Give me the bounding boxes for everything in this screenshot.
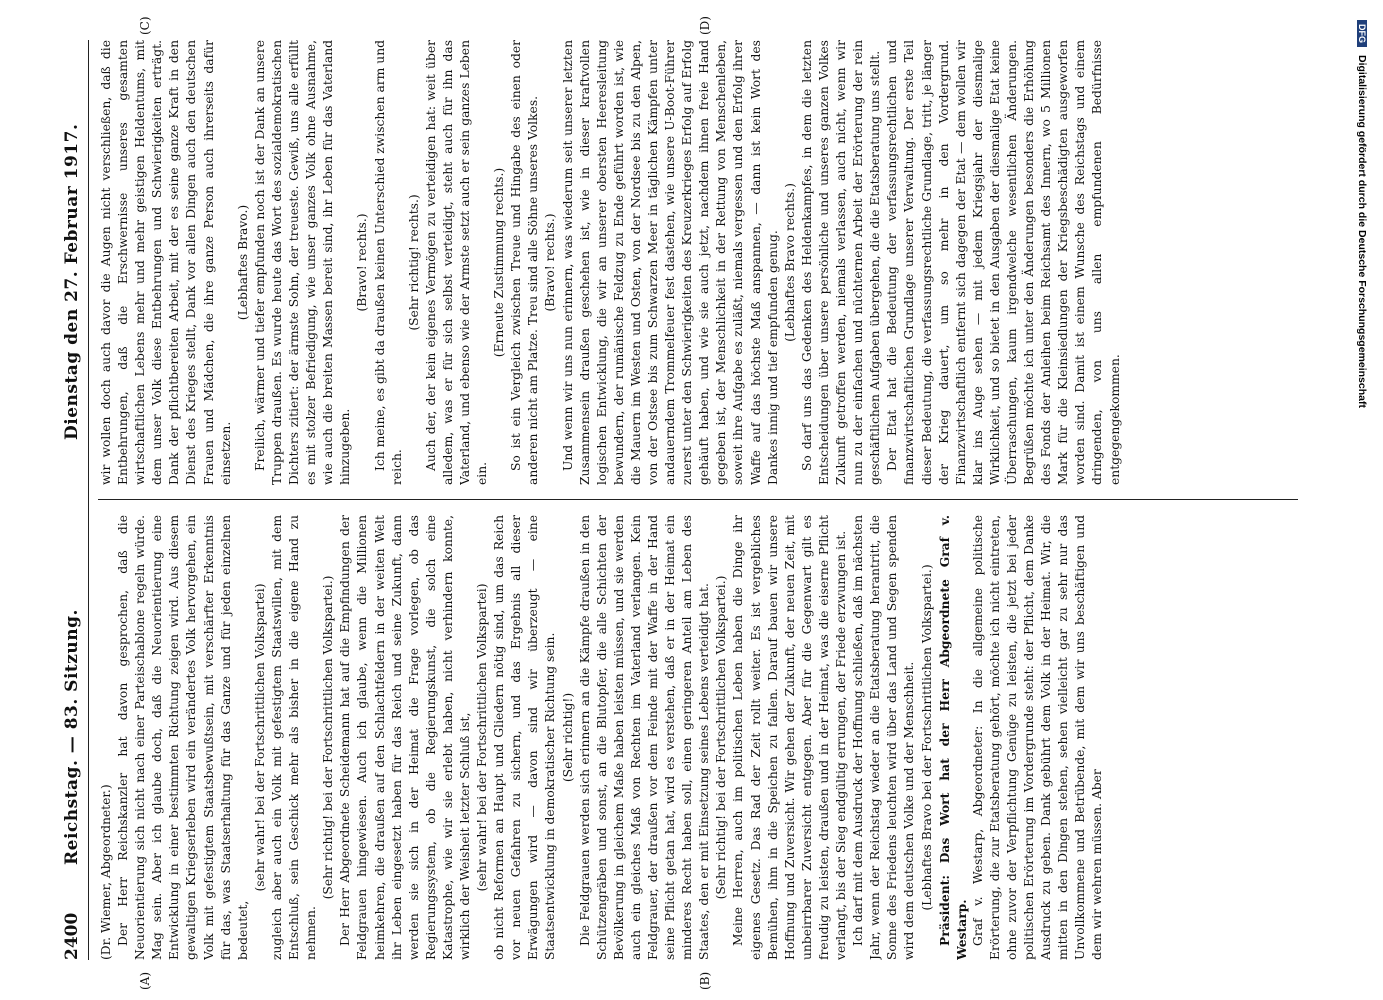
paragraph: Freilich, wärmer und tiefer empfunden noch ist der Dank an unsere Truppen draußen. Es wurde heute das Wort des sozialdemokratischen Dichters zitiert: der ärmste Sohn, der treueste. Gewiß, uns alle erfüllt es mit stolzer Befriedigung, wie unser ganzes Volk ohne Ausnahme, wie auch die breiten Massen bereit sind, ihr Leben für das Vaterland hinzugeben. [252,40,353,485]
document-page [58,16,1308,990]
interjection: (Bravo! rechts.) [543,213,558,312]
paragraph: Der Herr Reichskanzler hat davon gesprochen, daß die Neuorientierung sich nicht nach einer Parteischablone regeln würde. Mag sein. Aber ich glaube doch, daß die Neuorientierung eine Entwicklung in einer bestimmten Richtung zeigen wird. Aus diesem gewaltigen Kriegserleben wird ein verändertes Volk hervorgehen, ein Volk mit gefestigtem Staatsbewußtsein, mit verschärfter Erkenntnis für das, was Staatserhaltung für das Ganze und für jeden einzelnen bedeutet, [116,515,250,960]
paragraph: Der Etat hat die Bedeutung der verfassungsrechtlichen und finanzwirtschaftlichen Grundlage unserer Verwaltung. Der erste Teil dieser Bedeutung, die verfassungsrechtliche Grundlage, tritt, je länger der Krieg dauert, um so mehr in den Vordergrund. Finanzwirtschaftlich entfernt sich dagegen der Etat — dem wollen wir klar ins Auge sehen — mit jedem Kriegsjahr der diesmalige Wirklichkeit, und so bietet in den Ausgaben der diesmalige Etat keine Überraschungen, kaum irgendwelche wesentlichen Änderungen. Begrüßen möchte ich unter den Änderungen besonders die Erhöhung des Fonds der Anleihen beim Reichsamt des Innern, wo 5 Millionen Mark für die Kleinsiedlungen der Kriegsbeschädigten ausgeworfen worden sind. Damit ist einem Wunsche des Reichstags und einem dringenden, von uns allen empfundenen Bedürfnisse entgegengekommen. [885,40,1122,485]
header-rule [88,40,89,960]
right-column [98,40,1298,485]
paragraph: Auch der, der kein eigenes Vermögen zu verteidigen hat: weit über alledem, was er für sich selbst verteidigt, steht auch für ihn das Vaterland, und ebenso wie der Armste setzt auch er sein ganzes Leben ein. [423,40,490,485]
credit-text: Digitalisierung gefördert durch die Deutsche Forschungsgemeinschaft [1356,55,1368,408]
interjection: (Lebhaftes Bravo rechts.) [782,183,797,342]
margin-mark-a: (A) [138,971,152,990]
paragraph: zugleich aber auch ein Volk mit gefestigtem Staatswillen, mit dem Entschluß, sein Geschick mehr als bisher in die eigene Hand zu nehmen. [269,515,319,960]
president-statement: Präsident: Das Wort hat der Herr Abgeordnete Graf v. Westarp. [936,515,969,960]
column-divider [98,499,1298,500]
interjection: (Sehr richtig! rechts.) [406,194,421,331]
margin-mark-d: (D) [698,16,712,35]
interjection: (Bravo! rechts.) [355,213,370,312]
paragraph: So ist ein Vergleich zwischen Treue und Hingabe des einen oder anderen nicht am Platze. Treu sind alle Söhne unseres Volkes. [509,40,541,485]
interjection: (Sehr richtig! bei der Fortschrittlichen Volkspartei.) [321,575,336,900]
margin-mark-c: (C) [138,16,152,35]
header-session: Reichstag. — 83. Sitzung. [62,609,82,865]
header-date: Dienstag den 27. Februar 1917. [62,123,82,440]
paragraph: Die Feldgrauen werden sich erinnern an die Kämpfe draußen in den Schützengräben und sonst, an die Blutopfer, die alle Schichten der Bevölkerung in gleichem Maße haben leisten müssen, und sie werden auch ein gleiches Maß von Rechten im Vaterland verlangen. Kein Feldgrauer, der draußen vor dem Feinde mit der Waffe in der Hand seine Pflicht getan hat, wird es verstehen, daß er in der Heimat ein minderes Recht haben soll, einen geringeren Anteil am Leben des Staates, den er mit Einsetzung seines Lebens verteidigt hat. [577,515,712,960]
margin-mark-b: (B) [698,971,712,990]
interjection: (Erneute Zustimmung rechts.) [492,167,507,358]
page-number: 2400 [62,912,82,960]
paragraph: Meine Herren, auch im politischen Leben haben die Dinge ihr eigenes Gesetz. Das Rad der Zeit rollt weiter. Es ist vergebliches Bemühen, ihm in die Speichen zu fallen. Darauf bauen wir unsere Hoffnung und Zuversicht. Wir gehen der Zukunft, der neuen Zeit, mit unbeirrbarer Zuversicht entgegen. Aber für die Gegenwart gilt es freudig zu leisten, draußen und in der Heimat, was die eiserne Pflicht verlangt, bis der Sieg endgültig errungen, der Friede erzwungen ist. [731,515,849,960]
paragraph: Der Herr Abgeordnete Scheidemann hat auf die Empfindungen der Feldgrauen hingewiesen. Auch ich glaube, wenn die Millionen heimkehren, die draußen auf den Schlachtfeldern in der weiten Welt ihr Leben eingesetzt haben für das Reich und seine Zukunft, dann werden sie sich in der Heimat die Frage vorlegen, ob das Regierungssystem, ob die Regierungskunst, die solch eine Katastrophe, wie wir sie erlebt haben, nicht verhindern konnte, wirklich der Weisheit letzter Schluß ist, [338,515,472,960]
paragraph: ob nicht Reformen an Haupt und Gliedern nötig sind, um das Reich vor neuen Gefahren zu sichern, und das Ergebnis all dieser Erwägungen wird — davon sind wir überzeugt — eine Staatsentwicklung in demokratischer Richtung sein. [492,515,558,960]
interjection: (Lebhaftes Bravo.) [235,204,250,321]
paragraph: Graf v. Westarp, Abgeordneter: In die allgemeine politische Erörterung, die zur Etatsberatung gehört, möchte ich nicht eintreten, ohne zuvor der Verpflichtung Genüge zu leisten, die jetzt bei jeder politischen Erörterung im Vordergrunde steht: der Pflicht, dem Danke Ausdruck zu geben. Dank gebührt dem Volk in der Heimat. Wir, die mitten in den Dingen stehen, sehen vielleicht gar zu sehr nur das Unvollkommene und Betrübende, mit dem wir uns beschäftigen und dem wir wehren müssen. Aber [970,515,1105,960]
paragraph: wir wollen doch auch davor die Augen nicht verschließen, daß die Entbehrungen, daß die Erschwernisse unseres gesamten wirtschaftlichen Lebens mehr und mehr geistigen Heldentums, mit dem unser Volk diese Entbehrungen und Schwierigkeiten erträgt. Dank der pflichtbereiten Arbeit, mit der es seine ganze Kraft in den Dienst des Krieges stellt, Dank vor allen Dingen auch den deutschen Frauen und Mädchen, die ihre ganze Person auch ihrerseits dafür einsetzen. [99,40,233,485]
paragraph: Und wenn wir uns nun erinnern, was wiederum seit unserer letzten Zusammensein draußen geschehen ist, wie in dieser kraftvollen logischen Entwicklung, die wir an unserer obersten Heeresleitung bewundern, der rumänische Feldzug zu Ende geführt worden ist, wie die Mauern im Westen und Osten, von der Nordsee bis zu den Alpen, von der Ostsee bis zum Schwarzen Meer in täglichen Kämpfen unter andauerndem Trommelfeuer fest dastehen, wie unsere U-Boot-Führer zuerst unter den Schwierigkeiten des Kreuzerkrieges Erfolg auf Erfolg gehäuft haben, und wie sie auch jetzt, nachdem ihnen freie Hand gegeben ist, der Menschlichkeit in der Rettung von Menschenleben, soweit ihre Aufgabe es zuläßt, niemals vergessen und den Erfolg ihrer Waffe auf das höchste Maß anspannen, — dann ist kein Wort des Dankes innig und tief empfunden genug. [560,40,780,485]
paragraph: (Dr. Wiemer, Abgeordneter.) [99,784,113,960]
paragraph: Ich meine, es gibt da draußen keinen Unterschied zwischen arm und reich. [372,40,404,485]
interjection: (sehr wahr! bei der Fortschrittlichen Volkspartei) [252,583,267,892]
digitization-credit [1354,20,1368,1000]
dfg-logo: DFG [1357,20,1367,47]
interjection: (Sehr richtig! bei der Fortschrittlichen Volkspartei.) [714,575,729,900]
interjection: (sehr wahr! bei der Fortschrittlichen Volkspartei) [475,583,490,892]
interjection: (Lebhaftes Bravo bei der Fortschrittlichen Volkspartei.) [919,564,934,911]
paragraph: Ich darf mit dem Ausdruck der Hoffnung schließen, daß im nächsten Jahr, wenn der Reichstag wieder an die Etatsberatung herantritt, die Sonne des Friedens leuchten wird über das Land und Segen spenden wird dem deutschen Volke und der Menschheit. [851,515,917,960]
interjection: (Sehr richtig!) [560,692,575,783]
running-header [58,40,88,960]
left-column [98,515,1298,960]
paragraph: So darf uns das Gedenken des Heldenkampfes, in dem die letzten Entscheidungen über unsere persönliche und unseres ganzen Volkes Zukunft getroffen werden, niemals verlassen, auch nicht, wenn wir nun zu der einfachen und nüchternen Arbeit der Erörterung der rein geschäftlichen Aufgaben übergehen, die die Etatsberatung uns stellt. [799,40,883,485]
